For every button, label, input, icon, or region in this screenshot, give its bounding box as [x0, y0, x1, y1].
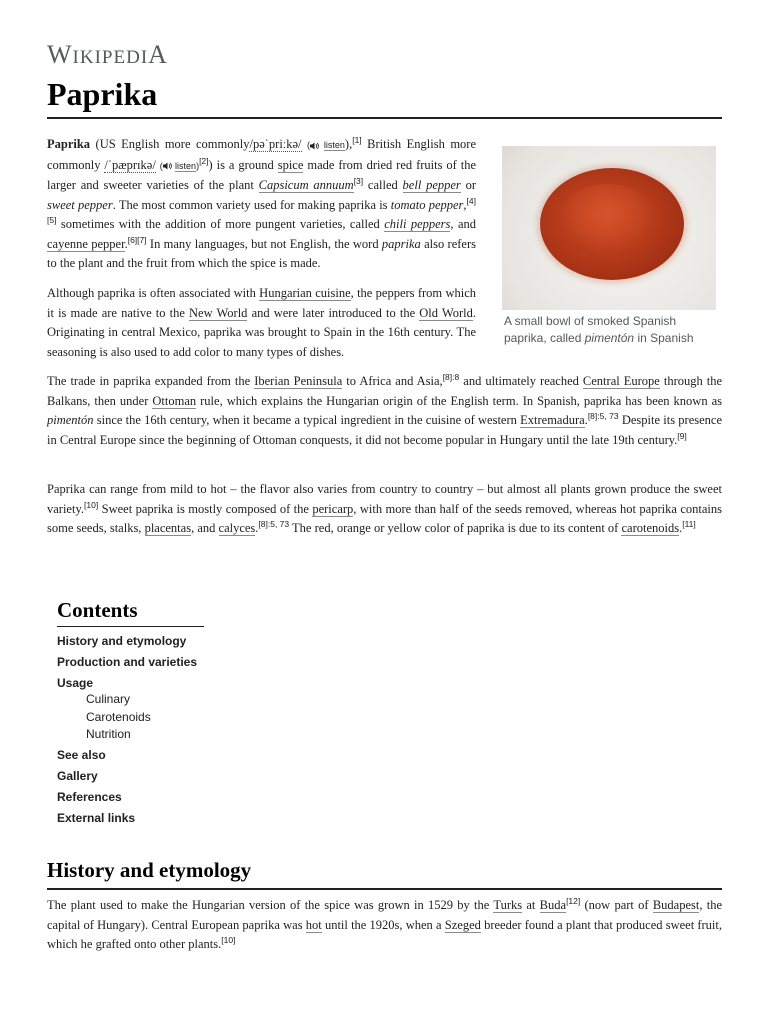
toc-item: [57, 631, 257, 652]
lead2-text-3: and were later introduced to the: [251, 305, 416, 320]
toc-divider: [57, 626, 204, 627]
toc-link-references[interactable]: References: [57, 789, 122, 804]
p4-text-6: The red, orange or yellow color of paprika is due to its content of: [292, 521, 619, 535]
lead-text-2: made from dried red fruits of the larger and sweeter varieties of the plant: [47, 157, 477, 192]
logo-letter-w: W: [47, 40, 73, 69]
lead-text-5: . The most common variety used for making paprika is: [112, 197, 388, 212]
section-heading-history: History and etymology: [47, 858, 252, 882]
link-hot[interactable]: hot: [305, 917, 322, 932]
logo-letter-a: A: [148, 40, 168, 69]
link-bell-pepper[interactable]: bell pepper: [402, 178, 461, 192]
toc-item: [57, 766, 257, 787]
table-of-contents: [57, 598, 257, 829]
ref-8[interactable]: [8]:8: [442, 371, 460, 382]
toc-link-external-links[interactable]: External links: [57, 810, 136, 825]
listen-link[interactable]: listen: [323, 140, 345, 150]
figure-caption: [502, 313, 718, 347]
lead-text-7: , and: [450, 217, 477, 231]
toc-item: [57, 673, 257, 744]
ref-8c[interactable]: [8]:5, 73: [258, 518, 290, 529]
hist-text-5: until the 1920s, when a: [324, 917, 442, 932]
paragraph-history: [47, 896, 722, 955]
toc-subitem: [86, 726, 257, 744]
ref-9[interactable]: [9]: [677, 430, 687, 441]
ref-6-7[interactable]: [6][7]: [127, 234, 147, 245]
p3-text-4: through the Balkans, then under: [47, 374, 723, 408]
lead-term: Paprika: [47, 137, 91, 151]
p4-text-3: , with more than half of the seeds removed, whereas hot paprika contains some seeds, stalks,: [47, 501, 722, 535]
hist-text-2: at: [526, 898, 536, 912]
link-central-europe[interactable]: Central Europe: [582, 374, 660, 388]
lead2-text-4: . Originating in central Mexico, paprika was brought to Spain in the 16th century. The seasoning is also used to add color to many types of dishes.: [47, 305, 476, 359]
toc-link-nutrition[interactable]: Nutrition: [86, 727, 131, 741]
listen-uk[interactable]: ( listen): [159, 160, 200, 171]
paragraph-varieties: [47, 480, 722, 539]
listen-link[interactable]: listen: [175, 160, 197, 171]
toc-item: [57, 787, 257, 808]
toc-link-gallery[interactable]: Gallery: [57, 768, 98, 783]
p3-text-7: Despite its presence in Central Europe since the beginning of Ottoman conquests, it did not become popular in Hungary until the late 19th century.: [47, 413, 722, 447]
infobox-figure: [502, 146, 718, 347]
hist-text-1: The plant used to make the Hungarian version of the spice was grown in 1529 by the: [47, 898, 490, 912]
paprika-highlight: [557, 184, 657, 254]
hist-text-3: (now part of: [584, 898, 649, 912]
p3-text-3: and ultimately reached: [463, 374, 579, 388]
link-capsicum[interactable]: Capsicum annuum: [258, 178, 354, 192]
toc-list: [57, 631, 257, 829]
ref-1[interactable]: [1]: [352, 134, 362, 145]
p3-text-2: to Africa and Asia,: [346, 374, 443, 388]
link-spice[interactable]: spice: [277, 157, 304, 172]
link-cayenne-pepper[interactable]: cayenne pepper: [47, 236, 125, 251]
link-new-world[interactable]: New World: [189, 305, 248, 320]
ref-10b[interactable]: [10]: [221, 934, 236, 945]
ref-3[interactable]: [3]: [353, 175, 364, 186]
hist-text-6: breeder found a plant that produced sweet fruit, which he grafted onto other plants.: [47, 917, 723, 951]
link-szeged[interactable]: Szeged: [444, 917, 481, 932]
toc-link-see-also[interactable]: See also: [57, 747, 106, 762]
p4-text-7: .: [679, 521, 683, 535]
lead-paragraph-2: [47, 284, 476, 362]
p4-text-4: , and: [191, 521, 216, 535]
p4-text-1: Paprika can range from mild to hot – the flavor also varies from country to country – but almost all plants grown produce the sweet variety.: [47, 482, 722, 516]
paragraph-trade: The trade in paprika expanded from the Iberian Peninsula to Africa and Asia,$^{[8]:8}$ and ultimately reached Central Europe through the Balkans, then under Ottoman rule, which explains the Hungarian origin of the English term. In Spanish, paprika has been known as pimentón since the 16th century, when it became a typical ingredient in the cuisine of western Extremadura.$^{[8]:5, 73}$ Despite its presence in Central Europe since the beginning of Ottoman conquests, it did not become popular in Hungary until the late 19th century.[9]: [47, 371, 723, 447]
toc-subitem: [86, 691, 257, 709]
listen-us[interactable]: ( listen: [307, 140, 345, 150]
lead2-text-2: , the peppers from which it is made are native to the: [47, 286, 476, 320]
page-title: Paprika: [47, 76, 158, 112]
p3-text-5: rule, which explains the Hungarian origin of the English term. In Spanish, paprika has been known as: [200, 393, 722, 408]
toc-link-production[interactable]: Production and varieties: [57, 655, 198, 669]
lead-brit-text: British English more commonly: [47, 137, 477, 172]
link-turks[interactable]: Turks: [493, 898, 523, 912]
toc-link-history[interactable]: History and etymology: [57, 634, 187, 648]
caption-text-b: in Spanish: [637, 331, 694, 345]
link-budapest[interactable]: Budapest: [652, 898, 700, 912]
link-hungarian-cuisine[interactable]: Hungarian cuisine: [259, 286, 351, 300]
toc-sublist: [86, 691, 257, 744]
lead2-text-1: Although paprika is often associated with: [47, 286, 256, 300]
p3-text-6: since the 16th century, when it became a typical ingredient in the cuisine of western: [96, 413, 517, 427]
lead-text-4: or: [465, 178, 476, 192]
toc-subitem: [86, 709, 257, 727]
ref-11[interactable]: [11]: [682, 518, 696, 529]
hist-text-4: , the capital of Hungary). Central European paprika was: [47, 898, 723, 932]
paprika-term: paprika: [381, 236, 421, 251]
lead-us-text: (US English more commonly: [95, 137, 250, 151]
ipa-us-link[interactable]: /pəˈpriːkə/: [249, 137, 302, 151]
link-extremadura[interactable]: Extremadura: [520, 413, 585, 427]
toc-link-culinary[interactable]: Culinary: [86, 692, 131, 706]
tomato-pepper-term: tomato pepper: [390, 197, 464, 212]
speaker-icon: [310, 142, 319, 150]
toc-link-carotenoids[interactable]: Carotenoids: [86, 709, 151, 724]
sweet-pepper-term: sweet pepper: [47, 197, 113, 212]
link-carotenoids[interactable]: carotenoids: [621, 521, 680, 535]
link-old-world[interactable]: Old World: [419, 305, 473, 320]
paprika-bowl-image[interactable]: [502, 146, 716, 310]
title-divider: [47, 117, 722, 119]
link-iberian-peninsula[interactable]: Iberian Peninsula: [254, 374, 343, 388]
lead-text-6: sometimes with the addition of more pungent varieties, called: [60, 217, 380, 231]
lead-text-1: ) is a ground: [208, 157, 274, 172]
caption-text-a: A small bowl of smoked Spanish paprika, called: [504, 314, 677, 345]
link-buda[interactable]: Buda: [539, 898, 567, 912]
toc-item: [57, 808, 257, 829]
lead-paragraph-1: Paprika (US English more commonly/pəˈpriːkə/ ( listen),[1] British English more commonly /ˈpæprɪkə/ ( listen)[2]) is a ground spice made from dried red fruits of the larger and sweeter varieties of the plant Capsicum annuum[3] called bell pepper or sweet pepper. The most common variety used for making paprika is tomato pepper,[4][5] sometimes with the addition of more pungent varieties, called chili peppers, and cayenne pepper.[6][7] In many languages, but not English, the word paprika also refers to the plant and the fruit from which the spice is made.: [47, 134, 477, 270]
section-divider: [47, 888, 722, 890]
link-ottoman[interactable]: Ottoman: [152, 393, 197, 408]
wikipedia-logo[interactable]: [47, 40, 168, 70]
p3-text-1: The trade in paprika expanded from the: [47, 374, 251, 388]
ipa-uk-link[interactable]: /ˈpæprɪkə/: [104, 157, 156, 172]
toc-item: [57, 652, 257, 673]
toc-item: [57, 745, 257, 766]
ref-2[interactable]: [2]: [199, 155, 209, 166]
link-chili-peppers[interactable]: chili peppers: [384, 217, 451, 231]
ref-4-5[interactable]: [4][5]: [47, 195, 476, 225]
toc-title: Contents: [57, 598, 138, 622]
link-placentas[interactable]: placentas: [144, 521, 192, 535]
ref-12[interactable]: [12]: [566, 895, 581, 906]
lead-after-us: ),: [344, 137, 353, 151]
speaker-icon: [163, 162, 172, 170]
link-pericarp[interactable]: pericarp: [312, 501, 354, 516]
lead-text-3: called: [367, 178, 398, 192]
lead-text-8: In many languages, but not English, the word: [149, 236, 379, 251]
logo-letters: IKIPEDI: [72, 47, 149, 68]
p4-text-2: Sweet paprika is mostly composed of the: [101, 501, 309, 516]
toc-link-usage[interactable]: Usage: [57, 676, 94, 690]
ref-10[interactable]: [10]: [84, 499, 99, 510]
ref-8b[interactable]: [8]:5, 73: [587, 410, 619, 421]
caption-italic: pimentón: [584, 331, 635, 345]
pimenton-term: pimentón: [47, 413, 94, 427]
lead-text-9: also refers to the plant and the fruit from which the spice is made.: [47, 236, 477, 270]
link-calyces[interactable]: calyces: [218, 521, 256, 535]
p4-text-5: .: [255, 521, 259, 535]
